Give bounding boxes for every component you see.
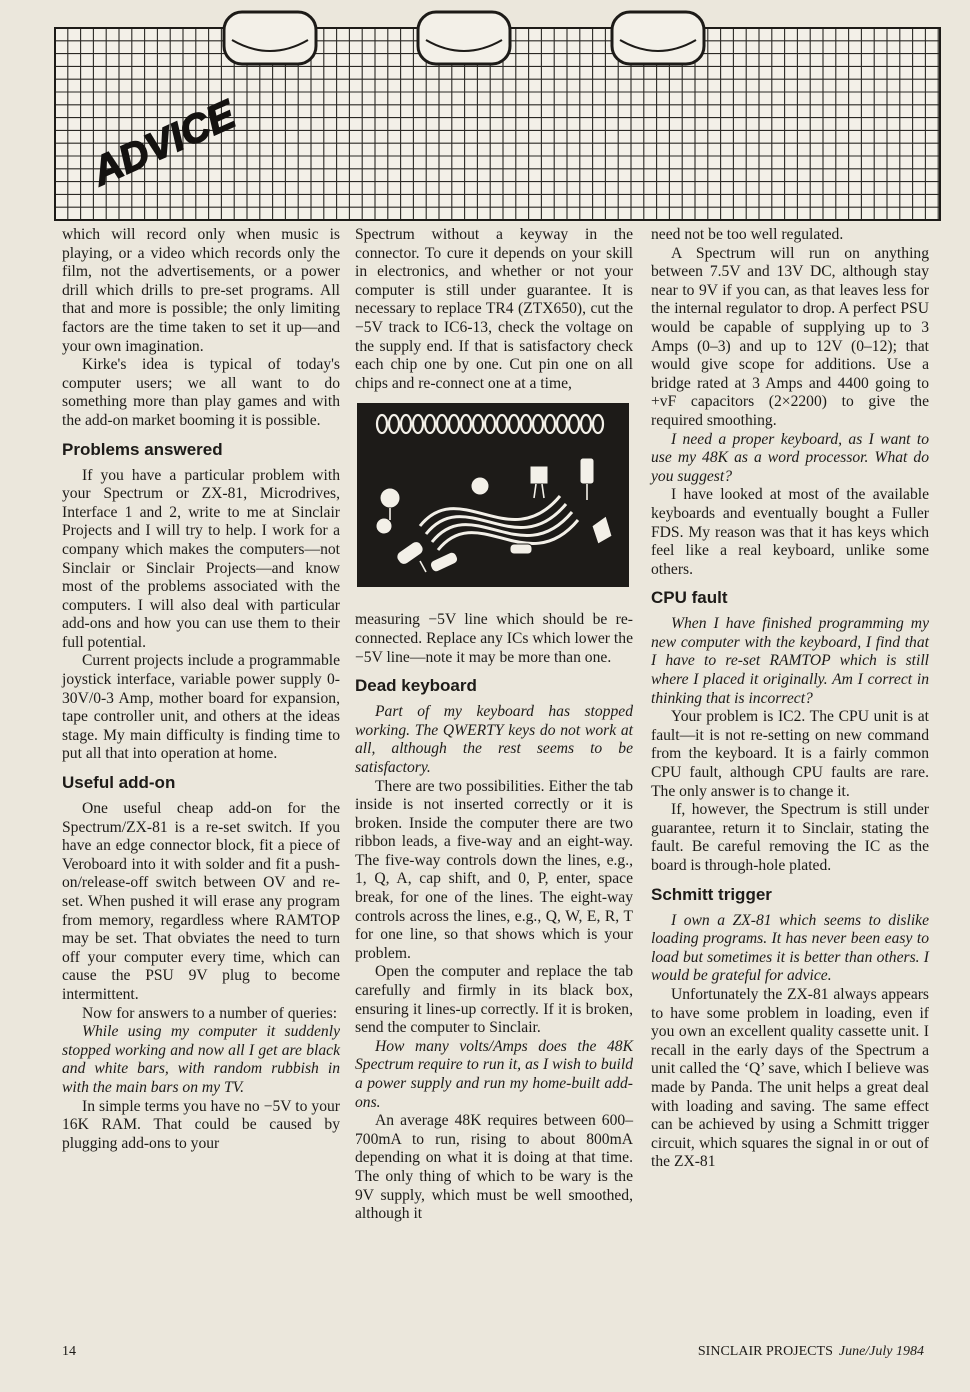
article-column-2 bbox=[355, 226, 633, 1224]
reader-query: When I have finished programming my new computer with the keyboard, I find that I have to re-set RAMTOP which is still where I placed it originally. Am I correct in thinking that is incorrect? bbox=[651, 615, 929, 707]
paragraph: Your problem is IC2. The CPU unit is at fault—it is not re-setting on new command from the keyboard. It is a fairly common CPU fault, although CPU faults are rare. The only answer is to change it. bbox=[651, 708, 929, 800]
page-number: 14 bbox=[62, 1344, 76, 1359]
circuit-illustration bbox=[357, 403, 629, 587]
advice-badge: ADVICE bbox=[85, 92, 242, 195]
publication-footer bbox=[698, 1344, 924, 1360]
paragraph: If you have a particular problem with your Spectrum or ZX-81, Microdrives, Interface 1 and 2, write to me at Sinclair Projects and I will try to help. I work for a company which makes the computers—not Sinclair or Sinclair Projects—and know most of the problems associated with the computers. I will also deal with particular add-ons and how you can use them to their full potential. bbox=[62, 466, 340, 651]
section-heading-dead-keyboard: Dead keyboard bbox=[355, 676, 477, 696]
paragraph: Unfortunately the ZX-81 always appears to have some problem in loading, even if you own an excellent quality cassette unit. I recall in the early days of the Spectrum a unit called the ‘Q’ save, which I believe was made by Panda. The unit helps a great deal with loading and saving. The same effect can be achieved by using a Schmitt trigger circuit, which squares the signal in or out of the ZX-81 bbox=[651, 985, 929, 1171]
paragraph: need not be too well regulated. bbox=[651, 226, 844, 243]
paragraph: Now for answers to a number of queries: bbox=[82, 1004, 338, 1022]
section-heading-useful-add-on: Useful add-on bbox=[62, 773, 176, 793]
reader-query: How many volts/Amps does the 48K Spectrum require to run it, as I wish to build a power supply and run my home-built add-ons. bbox=[355, 1037, 633, 1111]
paragraph: Kirke's idea is typical of today's computer users; we all want to do something more than play games and with the add-on market booming it is possible. bbox=[62, 356, 340, 429]
reader-query: Part of my keyboard has stopped working. The QWERTY keys do not work at all, although the rest seems to be satisfactory. bbox=[355, 703, 633, 776]
reader-query: I own a ZX-81 which seems to dislike loading programs. It has never been easy to load but sometimes it is better than others. I would be grateful for advice. bbox=[651, 911, 929, 985]
paragraph: An average 48K requires between 600–700mA to run, rising to about 800mA depending on what it is doing at that time. The only thing of which to be wary is the 9V supply, which must be well smoothed, although it bbox=[355, 1112, 633, 1223]
paragraph: One useful cheap add-on for the Spectrum/ZX-81 is a re-set switch. If you have an edge connector block, fit a piece of Veroboard into it with solder and fit a push-on/release-off switch between OV and re-set. When pushed it will erase any program from memory, regardless where RAMTOP may be set. That obviates the need to turn off your computer every time, which can cause the PSU 9V plug to become intermittent. bbox=[62, 800, 340, 1003]
reader-query: While using my computer it suddenly stopped working and now all I get are black and white bars, with random rubbish in with the main bars on my TV. bbox=[62, 1023, 340, 1096]
binder-ring-icon bbox=[224, 12, 316, 64]
paragraph: which will record only when music is playing, or a video which records only the film, not the advertisements, or a power drill which drills to pre-set programs. All that and more is possible; the only limiting factors are the time taken to set it up—and your own imagination. bbox=[62, 226, 340, 355]
binder-ring-icon bbox=[612, 12, 704, 64]
circuit-components-icon bbox=[360, 406, 626, 584]
paragraph: There are two possibilities. Either the tab inside is not inserted correctly or it is broken. Inside the computer there are two ribbon leads, a five-way and an eight-way. The five-way controls down the lines, e.g., 1, Q, A, cap shift, and 0, P, enter, space break, for one of the lines. The eight-way controls across the lines, e.g., Q, W, E, R, T for one line, so that shows which is your problem. bbox=[355, 777, 633, 962]
paragraph: Spectrum without a keyway in the connector. To cure it depends on your skill in electronics, and whether or not your computer is still under guarantee. It is necessary to replace TR4 (ZTX650), cut the −5V track to IC6-13, check the voltage on the supply end. If that is satisfactory check each chip one by one. Cut pin one on all chips and re-connect one at a time, bbox=[355, 226, 633, 392]
binder-ring-icon bbox=[418, 12, 510, 64]
section-heading-cpu-fault: CPU fault bbox=[651, 588, 728, 608]
paragraph: Current projects include a programmable joystick interface, variable power supply 0-30V/0-3 Amp, mother board for expansion, tape controller unit, and others at the ideas stage. My main difficulty is finding time to put all that into operation at home. bbox=[62, 652, 340, 763]
header-banner bbox=[0, 0, 970, 232]
graph-paper-grid bbox=[0, 0, 970, 232]
article-column-1 bbox=[62, 226, 340, 1153]
publication-name: SINCLAIR PROJECTS bbox=[697, 1344, 833, 1359]
section-heading-problems-answered: Problems answered bbox=[62, 439, 223, 459]
issue-date: June/July 1984 bbox=[838, 1344, 924, 1359]
paragraph: I have looked at most of the available keyboards and eventually bought a Fuller FDS. My reason was that it has keys which feel like a real keyboard, unlike some others. bbox=[651, 486, 929, 578]
paragraph: measuring −5V line which should be re-connected. Replace any ICs which lower the −5V line—note it may be more than one. bbox=[355, 611, 633, 666]
paragraph: In simple terms you have no −5V to your 16K RAM. That could be caused by plugging add-ons to your bbox=[62, 1097, 340, 1152]
paragraph: Open the computer and replace the tab carefully and firmly in its black box, ensuring it lines-up correctly. If it is broken, send the computer to Sinclair. bbox=[355, 963, 633, 1037]
section-heading-schmitt-trigger: Schmitt trigger bbox=[651, 884, 772, 904]
reader-query: I need a proper keyboard, as I want to use my 48K as a word processor. What do you suggest? bbox=[651, 430, 929, 485]
article-column-3 bbox=[651, 226, 929, 1172]
paragraph: If, however, the Spectrum is still under guarantee, return it to Sinclair, stating the fault. Be careful removing the IC as the board is through-hole plated. bbox=[651, 801, 929, 874]
paragraph: A Spectrum will run on anything between 7.5V and 13V DC, although stay near to 9V if you can, as that leaves less for the internal regulator to drop. A perfect PSU would be capable of supplying up to 3 Amps (0–3) and up to 12V (0–12); that would give scope for additions. Use a bridge rated at 3 Amps and 4400 going to +vF capacitors (2×2200) to give the required smoothing. bbox=[651, 244, 929, 429]
